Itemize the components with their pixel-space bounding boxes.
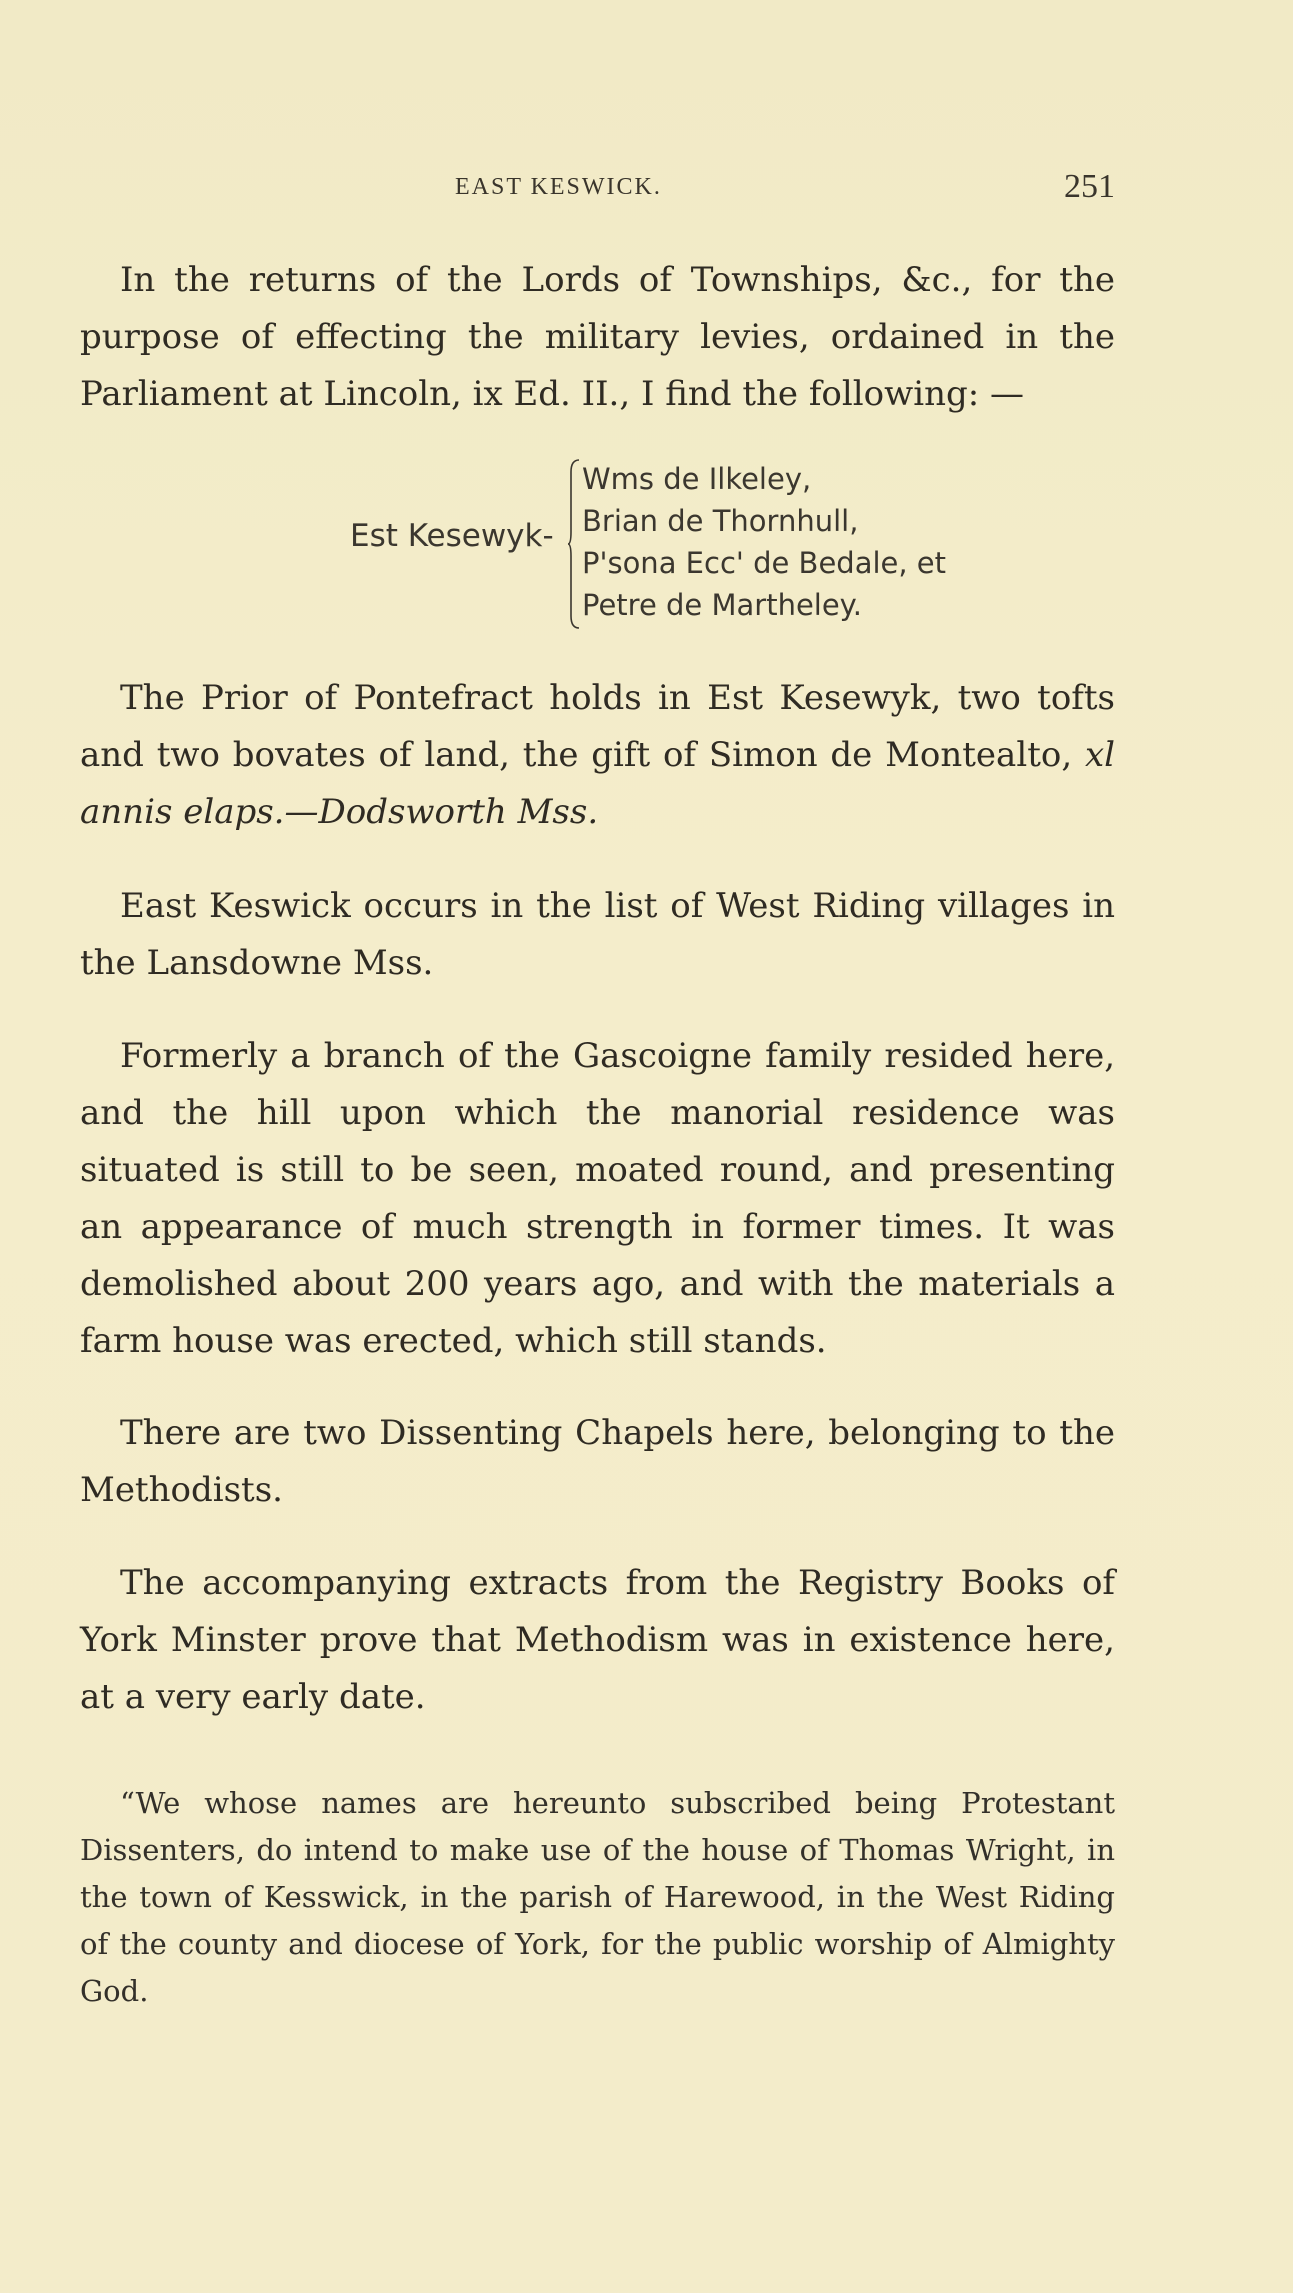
- dodsworth-citation: xl annis elaps.—Dodsworth Mss.: [80, 735, 1116, 832]
- paragraph-gascoigne: Formerly a branch of the Gascoigne family resided here, and the hill upon which the manorial residence was situated is still to be seen, moated round, and presenting an appearance of much strength in former times. It was demolished about 200 years ago, and with the materials a farm house was erected, which still stands.: [80, 1036, 1115, 1361]
- curly-brace-icon: [568, 458, 580, 630]
- page-header: [80, 168, 1115, 212]
- paragraph-registry-books: The accompanying extracts from the Registry Books of York Minster prove that Methodism was in existence here, at a very early date.: [80, 1563, 1115, 1717]
- paragraph-lansdowne: East Keswick occurs in the list of West Riding villages in the Lansdowne Mss.: [80, 886, 1115, 983]
- list-item: Petre de Martheley.: [582, 588, 862, 622]
- paragraph-text: The Prior of Pontefract holds in Est Kesewyk, two tofts and two bovates of land, the gift of Simon de Montealto,: [80, 678, 1115, 775]
- paragraph-lords-of-townships: In the returns of the Lords of Townships, &c., for the purpose of effecting the military levies, ordained in the Parliament at Lincoln, ix Ed. II., I find the following: —: [80, 260, 1115, 414]
- paragraph-prior-of-pontefract: [80, 670, 1115, 841]
- paragraph-dissenting-chapels: There are two Dissenting Chapels here, belonging to the Methodists.: [80, 1413, 1115, 1510]
- list-label: Est Kesewyk-: [350, 518, 554, 554]
- township-lords-list: [350, 456, 1050, 636]
- quoted-extract: “We whose names are hereunto subscribed being Protestant Dissenters, do intend to make use of the house of Thomas Wright, in the town of Kesswick, in the parish of Harewood, in the West Riding of the county and diocese of York, for the public worship of Almighty God.: [80, 1786, 1115, 2008]
- list-item: Wms de Ilkeley,: [582, 462, 812, 496]
- list-item: P'sona Ecc' de Bedale, et: [582, 546, 947, 580]
- list-item: Brian de Thornhull,: [582, 504, 859, 538]
- running-head: EAST KESWICK.: [455, 174, 662, 200]
- page-number: 251: [1064, 168, 1115, 205]
- list-items: [582, 458, 946, 626]
